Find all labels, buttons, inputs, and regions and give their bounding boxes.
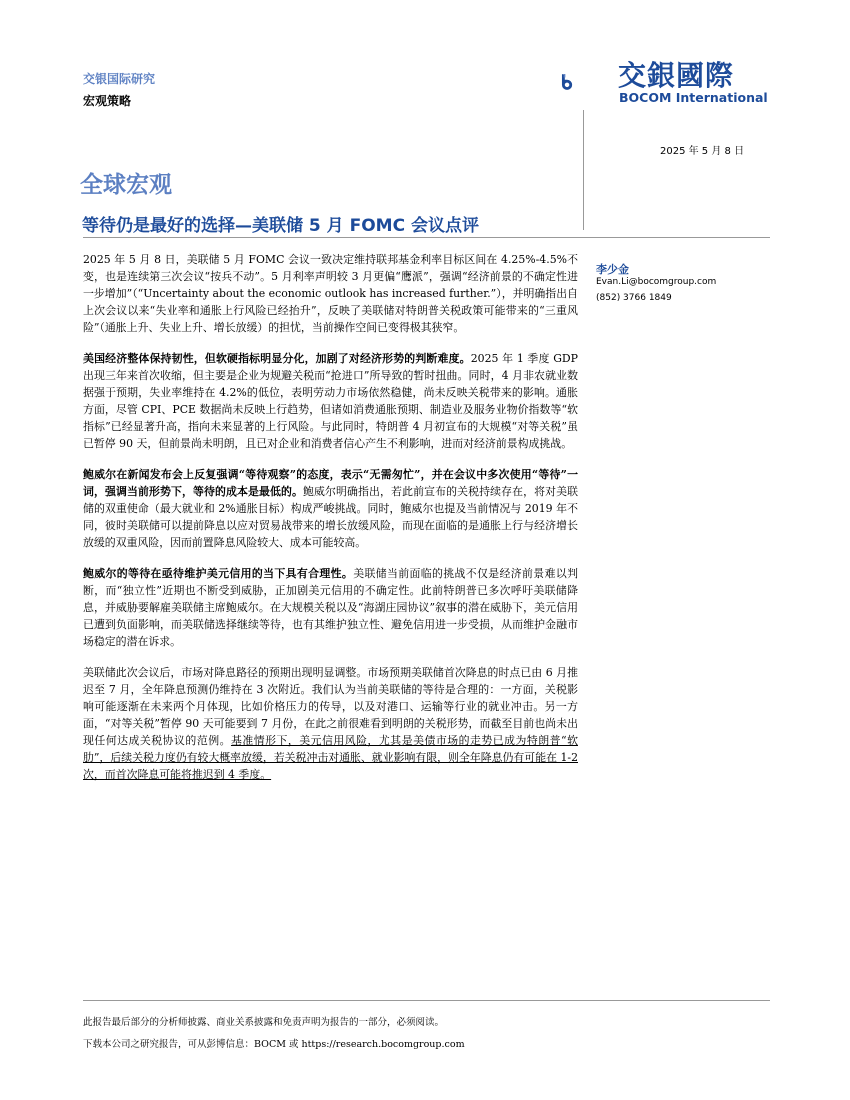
sidebar-divider: [583, 110, 584, 230]
paragraph-4-heading: 鲍威尔的等待在亟待维护美元信用的当下具有合理性。: [83, 567, 354, 580]
report-title: 等待仍是最好的选择—美联储 5 月 FOMC 会议点评: [82, 216, 479, 236]
paragraph-4: [83, 565, 578, 650]
paragraph-4-text: 美联储当前面临的挑战不仅是经济前景难以判断，而“独立性”近期也不断受到威胁，正加剧美元信用的不确定性。此前特朗普已多次呼吁美联储降息，并威胁要解雇美联储主席鲍威尔。在大规模关税以及“海湖庄园协议”叙事的潜在威胁下，美元信用已遭到负面影响，而美联储选择继续等待，也有其维护独立性、避免信用进一步受损，从而维护金融市场稳定的潜在诉求。: [83, 567, 578, 648]
author-email[interactable]: Evan.Li@bocomgroup.com: [596, 277, 717, 287]
paragraph-5-underlined-text: 基准情形下，美元信用风险，尤其是美债市场的走势已成为特朗普“软肋”，后续关税力度仍有较大概率放缓，若关税冲击对通胀、就业影响有限，则全年降息仍有可能在 1-2 次，而首次降息可能将推迟到 4 季度。: [83, 734, 578, 781]
paragraph-3-heading: 鲍威尔在新闻发布会上反复强调“等待观察”的态度，表示“无需匆忙”，并在会议中多次使用“等待”一词，强调当前形势下，等待的成本是最低的。: [83, 468, 578, 498]
paragraph-1: [83, 251, 578, 336]
author-phone: (852) 3766 1849: [596, 293, 672, 303]
paragraph-2-heading: 美国经济整体保持韧性，但软硬指标明显分化，加剧了对经济形势的判断难度。: [83, 352, 471, 365]
paragraph-3-text: 鲍威尔明确指出，若此前宣布的关税持续存在，将对美联储的双重使命（最大就业和 2%通胀目标）构成严峻挑战。同时，鲍威尔也提及当前情况与 2019 年不同，彼时美联储可以提前降息以应对贸易战带来的增长放缓风险，而现在面临的是通胀上行与经济增长放缓的双重风险，因而前置降息风险较大、成本可能较高。: [83, 485, 578, 549]
paragraph-2-text: 2025 年 1 季度 GDP 出现三年来首次收缩，但主要是企业为规避关税而“抢进口”所导致的暂时扭曲。同时，4 月非农就业数据强于预期，失业率维持在 4.2%的低位，表明劳动力市场依然稳健，尚未反映关税带来的影响。通胀方面，尽管 CPI、PCE 数据尚未反映上行趋势，但诸如消费通胀预期、制造业及服务业物价指数等“软指标”已经显著升高，指向未来显著的上行风险。与此同时，特朗普 4 月初宣布的大规模“对等关税”虽已暂停 90 天，但前景尚未明朗，且已对企业和消费者信心产生不利影响，进而对经济前景构成挑战。: [83, 352, 578, 450]
report-category: 全球宏观: [80, 172, 172, 198]
footer-download[interactable]: 下载本公司之研究报告，可从彭博信息：BOCM 或 https://research.bocomgroup.com: [83, 1039, 465, 1050]
footer-disclaimer: 此报告最后部分的分析师披露、商业关系披露和免责声明为报告的一部分，必须阅读。: [83, 1017, 445, 1028]
bocom-logo-icon: [558, 52, 618, 112]
paragraph-2: [83, 350, 578, 452]
brand-label: 交银国际研究: [83, 72, 156, 86]
report-body: [83, 251, 578, 797]
series-label: 宏观策略: [83, 94, 132, 108]
report-date: 2025 年 5 月 8 日: [660, 146, 745, 157]
logo-chinese-text: 交銀國際: [618, 59, 735, 92]
paragraph-5-text: 美联储此次会议后，市场对降息路径的预期出现明显调整。市场预期美联储首次降息的时点已由 6 月推迟至 7 月，全年降息预测仍维持在 3 次附近。我们认为当前美联储的等待是合理的：一方面，关税影响可能逐渐在未来两个月体现，比如价格压力的传导，以及对港口、运输等行业的就业冲击。另一方面，“对等关税”暂停 90 天可能要到 7 月份，在此之前很难看到明朗的关税形势，而截至目前也尚未出现任何达成关税协议的范例。: [83, 666, 578, 747]
paragraph-5: [83, 664, 578, 783]
logo-english-text: BOCOM International: [619, 90, 768, 105]
title-divider: [83, 237, 770, 238]
author-name: 李少金: [596, 263, 629, 276]
paragraph-3: [83, 466, 578, 551]
paragraph-1-text: 2025 年 5 月 8 日，美联储 5 月 FOMC 会议一致决定维持联邦基金利率目标区间在 4.25%-4.5%不变，也是连续第三次会议“按兵不动”。5 月利率声明较 3 月更偏“鹰派”，强调“经济前景的不确定性进一步增加”（“Uncertainty about the economic outlook has increased further.”），并明确指出自上次会议以来“失业率和通胀上行风险已经抬升”，反映了美联储对特朗普关税政策可能带来的“三重风险”（通胀上升、失业上升、增长放缓）的担忧，当前操作空间已变得极其狭窄。: [83, 253, 578, 334]
footer-divider: [83, 1000, 770, 1001]
